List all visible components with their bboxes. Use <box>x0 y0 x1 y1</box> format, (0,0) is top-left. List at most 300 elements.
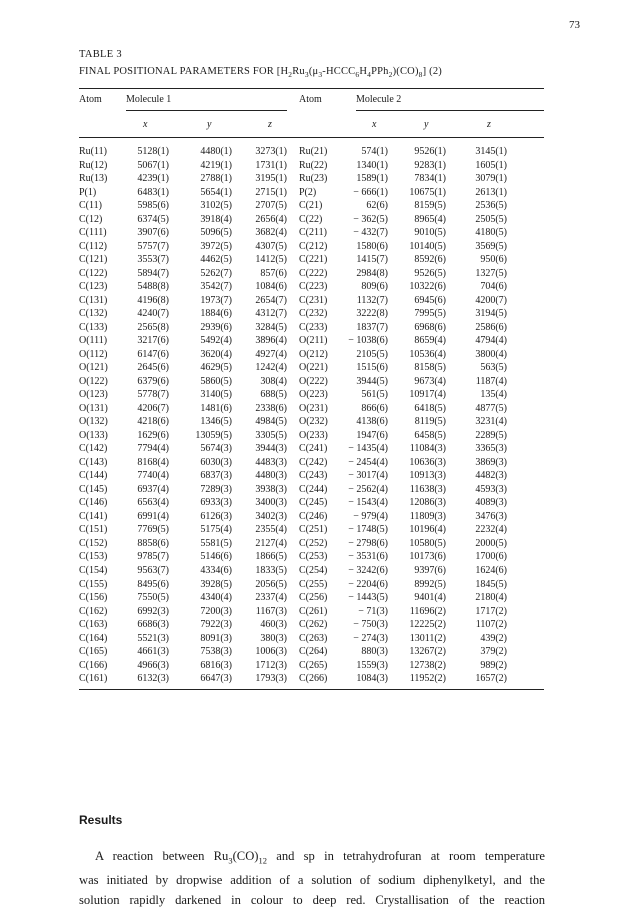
cell-z-1: 3402(3) <box>255 510 287 522</box>
cell-x-2: 1589(1) <box>356 173 388 185</box>
table-row <box>0 402 624 416</box>
cell-x-2: 1515(6) <box>356 362 388 374</box>
cell-x-2: − 750(3) <box>353 619 388 631</box>
cell-y-2: 10322(6) <box>409 281 446 293</box>
cell-atom-1: C(166) <box>79 659 108 671</box>
table-row <box>0 361 624 375</box>
cell-x-1: 5985(6) <box>137 200 169 212</box>
header-atom-1: Atom <box>79 94 102 105</box>
cell-z-2: 3231(4) <box>475 416 507 428</box>
table-row <box>0 307 624 321</box>
cell-y-1: 5096(5) <box>200 227 232 239</box>
cell-x-2: − 666(1) <box>353 186 388 198</box>
cell-x-1: 8168(4) <box>137 456 169 468</box>
table-row <box>0 469 624 483</box>
page-number: 73 <box>569 19 580 31</box>
table-row <box>0 618 624 632</box>
cell-z-1: 308(4) <box>260 375 287 387</box>
cell-atom-1: C(143) <box>79 456 108 468</box>
cell-x-2: − 1748(5) <box>348 524 388 536</box>
cell-z-2: 4089(3) <box>475 497 507 509</box>
cell-atom-2: C(242) <box>299 456 328 468</box>
cell-z-2: 379(2) <box>480 646 507 658</box>
cell-y-1: 5262(7) <box>200 267 232 279</box>
table-row <box>0 172 624 186</box>
table-row <box>0 632 624 646</box>
cell-atom-2: C(262) <box>299 619 328 631</box>
cell-x-2: 866(6) <box>361 402 388 414</box>
cell-y-2: 10173(6) <box>409 551 446 563</box>
cell-x-1: 8858(6) <box>137 537 169 549</box>
table-row <box>0 253 624 267</box>
cell-x-1: 5757(7) <box>137 240 169 252</box>
cell-x-1: 7794(4) <box>137 443 169 455</box>
cell-y-2: 6945(6) <box>414 294 446 306</box>
cell-z-2: 2180(4) <box>475 592 507 604</box>
cell-y-2: 11952(2) <box>409 673 446 685</box>
cell-z-2: 4200(7) <box>475 294 507 306</box>
cell-z-2: 3365(3) <box>475 443 507 455</box>
cell-atom-1: C(112) <box>79 240 107 252</box>
cell-y-1: 13059(5) <box>195 429 232 441</box>
cell-y-1: 3620(4) <box>200 348 232 360</box>
cell-y-2: 9283(1) <box>414 159 446 171</box>
cell-x-1: 6937(4) <box>137 483 169 495</box>
cell-y-1: 2788(1) <box>200 173 232 185</box>
cell-z-1: 4927(4) <box>255 348 287 360</box>
cell-atom-1: C(161) <box>79 673 108 685</box>
cell-x-1: 7740(4) <box>137 470 169 482</box>
cell-x-2: 1132(7) <box>356 294 388 306</box>
table-row <box>0 510 624 524</box>
cell-atom-2: Ru(23) <box>299 173 328 185</box>
table-row <box>0 348 624 362</box>
cell-atom-2: C(255) <box>299 578 328 590</box>
cell-x-1: 4206(7) <box>137 402 169 414</box>
cell-z-2: 1657(2) <box>475 673 507 685</box>
table-row <box>0 672 624 686</box>
header-z-1: z <box>268 119 272 130</box>
cell-z-2: 1327(5) <box>475 267 507 279</box>
cell-x-1: 5894(7) <box>137 267 169 279</box>
header-atom-2: Atom <box>299 94 322 105</box>
table-row <box>0 550 624 564</box>
cell-z-1: 3944(3) <box>255 443 287 455</box>
cell-y-2: 11696(2) <box>409 605 446 617</box>
cell-x-1: 9563(7) <box>137 564 169 576</box>
cell-atom-2: C(264) <box>299 646 328 658</box>
cell-atom-1: O(133) <box>79 429 108 441</box>
cell-x-2: − 362(5) <box>353 213 388 225</box>
cell-x-1: 4966(3) <box>137 659 169 671</box>
table-row <box>0 645 624 659</box>
cell-y-2: 8965(4) <box>414 213 446 225</box>
molecule-2-subrule <box>356 110 544 111</box>
cell-y-1: 6816(3) <box>200 659 232 671</box>
cell-x-2: 1837(7) <box>356 321 388 333</box>
cell-x-2: 1947(6) <box>356 429 388 441</box>
cell-z-2: 1187(4) <box>475 375 507 387</box>
cell-x-2: − 1038(6) <box>348 335 388 347</box>
cell-z-2: 2232(4) <box>475 524 507 536</box>
cell-z-1: 1006(3) <box>255 646 287 658</box>
cell-x-1: 3217(6) <box>137 335 169 347</box>
cell-y-1: 3140(5) <box>200 389 232 401</box>
cell-x-1: 1629(6) <box>137 429 169 441</box>
cell-atom-1: C(163) <box>79 619 108 631</box>
cell-atom-1: C(122) <box>79 267 108 279</box>
cell-atom-1: C(155) <box>79 578 108 590</box>
cell-z-1: 3938(3) <box>255 483 287 495</box>
cell-z-2: 1107(2) <box>475 619 507 631</box>
cell-y-2: 9526(5) <box>414 267 446 279</box>
cell-atom-1: C(146) <box>79 497 108 509</box>
cell-x-2: 880(3) <box>361 646 388 658</box>
cell-atom-2: C(243) <box>299 470 328 482</box>
cell-z-2: 4180(5) <box>475 227 507 239</box>
cell-z-2: 989(2) <box>480 659 507 671</box>
cell-y-2: 10196(4) <box>409 524 446 536</box>
cell-z-2: 3569(5) <box>475 240 507 252</box>
cell-x-2: 574(1) <box>361 146 388 157</box>
table-row <box>0 388 624 402</box>
cell-z-2: 4877(5) <box>475 402 507 414</box>
cell-y-2: 10580(5) <box>409 537 446 549</box>
cell-z-2: 4593(3) <box>475 483 507 495</box>
cell-z-2: 704(6) <box>480 281 507 293</box>
table-row <box>0 429 624 443</box>
cell-x-1: 6374(5) <box>137 213 169 225</box>
cell-y-1: 5674(3) <box>200 443 232 455</box>
cell-atom-2: C(251) <box>299 524 328 536</box>
cell-y-2: 6968(6) <box>414 321 446 333</box>
table-row <box>0 213 624 227</box>
header-y-2: y <box>424 119 429 130</box>
cell-z-1: 2337(4) <box>255 592 287 604</box>
cell-atom-2: C(241) <box>299 443 328 455</box>
cell-x-1: 5067(1) <box>137 159 169 171</box>
cell-atom-1: C(132) <box>79 308 108 320</box>
cell-x-1: 3907(6) <box>137 227 169 239</box>
cell-x-2: 1580(6) <box>356 240 388 252</box>
cell-atom-1: Ru(13) <box>79 173 108 185</box>
cell-atom-2: P(2) <box>299 186 317 198</box>
cell-z-2: 1700(6) <box>475 551 507 563</box>
cell-x-2: − 2798(6) <box>348 537 388 549</box>
cell-x-1: 6132(3) <box>137 673 169 685</box>
cell-y-1: 5581(5) <box>200 537 232 549</box>
cell-z-1: 3273(1) <box>255 146 287 157</box>
cell-x-1: 6992(3) <box>137 605 169 617</box>
cell-atom-1: C(141) <box>79 510 108 522</box>
cell-y-2: 8992(5) <box>414 578 446 590</box>
molecule-1-subrule <box>126 110 287 111</box>
cell-z-1: 1167(3) <box>255 605 287 617</box>
cell-x-2: − 2562(4) <box>348 483 388 495</box>
cell-atom-1: O(122) <box>79 375 108 387</box>
cell-atom-2: Ru(21) <box>299 146 328 157</box>
cell-z-2: 135(4) <box>480 389 507 401</box>
cell-z-2: 1624(6) <box>475 564 507 576</box>
cell-z-2: 3800(4) <box>475 348 507 360</box>
cell-y-2: 11084(3) <box>409 443 446 455</box>
cell-z-1: 2355(4) <box>255 524 287 536</box>
cell-atom-1: P(1) <box>79 186 97 198</box>
cell-y-1: 3972(5) <box>200 240 232 252</box>
table-row <box>0 267 624 281</box>
cell-y-2: 10636(3) <box>409 456 446 468</box>
cell-z-1: 4483(3) <box>255 456 287 468</box>
cell-atom-2: Ru(22) <box>299 159 328 171</box>
table-bottom-rule <box>79 689 544 690</box>
cell-y-1: 3928(5) <box>200 578 232 590</box>
cell-y-1: 1973(7) <box>200 294 232 306</box>
cell-z-2: 950(6) <box>480 254 507 266</box>
cell-atom-2: C(211) <box>299 227 327 239</box>
cell-x-1: 5521(3) <box>137 632 169 644</box>
cell-x-2: − 274(3) <box>353 632 388 644</box>
cell-atom-2: C(263) <box>299 632 328 644</box>
cell-atom-1: C(154) <box>79 564 108 576</box>
cell-z-2: 2505(5) <box>475 213 507 225</box>
cell-x-2: 561(5) <box>361 389 388 401</box>
table-row <box>0 159 624 173</box>
cell-y-1: 7289(3) <box>200 483 232 495</box>
cell-atom-1: C(133) <box>79 321 108 333</box>
table-top-rule <box>79 88 544 89</box>
cell-y-2: 12086(3) <box>409 497 446 509</box>
cell-y-1: 1481(6) <box>200 402 232 414</box>
table-row <box>0 605 624 619</box>
cell-x-2: 62(6) <box>366 200 388 212</box>
header-molecule-1: Molecule 1 <box>126 94 172 105</box>
cell-atom-2: O(231) <box>299 402 328 414</box>
cell-y-2: 10913(3) <box>409 470 446 482</box>
table-row <box>0 240 624 254</box>
cell-x-2: − 3242(6) <box>348 564 388 576</box>
cell-z-2: 3476(3) <box>475 510 507 522</box>
cell-z-1: 4984(5) <box>255 416 287 428</box>
cell-z-1: 2338(6) <box>255 402 287 414</box>
cell-atom-1: C(144) <box>79 470 108 482</box>
header-y-1: y <box>207 119 212 130</box>
cell-atom-2: C(223) <box>299 281 328 293</box>
cell-x-1: 2565(8) <box>137 321 169 333</box>
cell-atom-2: C(222) <box>299 267 328 279</box>
table-row <box>0 442 624 456</box>
cell-z-2: 2586(6) <box>475 321 507 333</box>
cell-y-1: 4480(1) <box>200 146 232 157</box>
cell-z-2: 2000(5) <box>475 537 507 549</box>
table-row <box>0 145 624 159</box>
cell-x-2: − 3531(6) <box>348 551 388 563</box>
cell-atom-1: C(145) <box>79 483 108 495</box>
cell-x-2: 4138(6) <box>356 416 388 428</box>
cell-x-1: 5778(7) <box>137 389 169 401</box>
cell-x-2: 3944(5) <box>356 375 388 387</box>
table-row <box>0 591 624 605</box>
cell-y-1: 4462(5) <box>200 254 232 266</box>
cell-atom-1: Ru(12) <box>79 159 108 171</box>
cell-z-2: 1717(2) <box>475 605 507 617</box>
table-row <box>0 280 624 294</box>
table-row <box>0 483 624 497</box>
cell-x-2: 1084(3) <box>356 673 388 685</box>
cell-z-1: 1084(6) <box>255 281 287 293</box>
cell-y-2: 7995(5) <box>414 308 446 320</box>
cell-atom-2: C(266) <box>299 673 328 685</box>
cell-z-1: 2127(4) <box>255 537 287 549</box>
cell-y-2: 9397(6) <box>414 564 446 576</box>
cell-x-1: 2645(6) <box>137 362 169 374</box>
table-row <box>0 186 624 200</box>
cell-z-1: 4312(7) <box>255 308 287 320</box>
cell-atom-2: C(254) <box>299 564 328 576</box>
cell-x-2: 809(6) <box>361 281 388 293</box>
cell-atom-1: C(156) <box>79 592 108 604</box>
cell-atom-1: C(121) <box>79 254 108 266</box>
cell-y-2: 8159(5) <box>414 200 446 212</box>
cell-z-1: 1712(3) <box>255 659 287 671</box>
cell-y-2: 10675(1) <box>409 186 446 198</box>
cell-atom-2: O(212) <box>299 348 328 360</box>
cell-atom-1: O(121) <box>79 362 108 374</box>
cell-x-1: 5128(1) <box>137 146 169 157</box>
cell-y-1: 4219(1) <box>200 159 232 171</box>
cell-y-2: 8659(4) <box>414 335 446 347</box>
cell-y-1: 8091(3) <box>200 632 232 644</box>
cell-y-1: 1884(6) <box>200 308 232 320</box>
cell-atom-2: O(223) <box>299 389 328 401</box>
cell-y-2: 8158(5) <box>414 362 446 374</box>
cell-y-1: 3102(5) <box>200 200 232 212</box>
cell-x-1: 4218(6) <box>137 416 169 428</box>
table-row <box>0 415 624 429</box>
cell-x-1: 9785(7) <box>137 551 169 563</box>
table-row <box>0 523 624 537</box>
cell-y-2: 13267(2) <box>409 646 446 658</box>
cell-z-1: 4307(5) <box>255 240 287 252</box>
cell-z-2: 3079(1) <box>475 173 507 185</box>
cell-z-2: 563(5) <box>480 362 507 374</box>
cell-z-1: 1242(4) <box>255 362 287 374</box>
cell-atom-2: O(222) <box>299 375 328 387</box>
cell-x-1: 8495(6) <box>137 578 169 590</box>
cell-z-1: 1866(5) <box>255 551 287 563</box>
cell-x-2: 2105(5) <box>356 348 388 360</box>
cell-y-1: 6933(3) <box>200 497 232 509</box>
cell-y-2: 8119(5) <box>414 416 446 428</box>
cell-y-2: 11809(3) <box>409 510 446 522</box>
cell-y-1: 4334(6) <box>200 564 232 576</box>
cell-x-1: 7550(5) <box>137 592 169 604</box>
results-line-1: A reaction between $Ru_3(CO)_{12}$ and sp in tetrahydrofuran at room temperature <box>95 849 545 866</box>
cell-x-2: − 2204(6) <box>348 578 388 590</box>
cell-atom-1: C(162) <box>79 605 108 617</box>
cell-y-1: 7538(3) <box>200 646 232 658</box>
cell-atom-2: C(253) <box>299 551 328 563</box>
cell-y-2: 13011(2) <box>409 632 446 644</box>
results-heading: Results <box>79 813 123 827</box>
cell-z-1: 2656(4) <box>255 213 287 225</box>
cell-z-1: 1793(3) <box>255 673 287 685</box>
table-row <box>0 321 624 335</box>
cell-y-2: 10917(4) <box>409 389 446 401</box>
cell-atom-2: C(21) <box>299 200 323 212</box>
cell-z-2: 3194(5) <box>475 308 507 320</box>
cell-atom-1: C(151) <box>79 524 108 536</box>
table-row <box>0 375 624 389</box>
cell-z-2: 1605(1) <box>475 159 507 171</box>
cell-z-1: 2654(7) <box>255 294 287 306</box>
cell-y-1: 5860(5) <box>200 375 232 387</box>
results-body <box>79 847 545 910</box>
cell-x-1: 6379(6) <box>137 375 169 387</box>
cell-z-1: 1731(1) <box>255 159 287 171</box>
cell-atom-1: C(164) <box>79 632 108 644</box>
cell-x-1: 6563(4) <box>137 497 169 509</box>
cell-z-2: 3145(1) <box>475 146 507 157</box>
cell-x-1: 3553(7) <box>137 254 169 266</box>
cell-y-1: 6030(3) <box>200 456 232 468</box>
cell-atom-2: C(232) <box>299 308 328 320</box>
cell-z-1: 3400(3) <box>255 497 287 509</box>
cell-x-1: 4240(7) <box>137 308 169 320</box>
table-row <box>0 578 624 592</box>
cell-y-2: 11638(3) <box>409 483 446 495</box>
cell-y-1: 5654(1) <box>200 186 232 198</box>
cell-z-1: 2056(5) <box>255 578 287 590</box>
cell-z-2: 439(2) <box>480 632 507 644</box>
cell-atom-1: Ru(11) <box>79 146 107 157</box>
cell-atom-1: C(11) <box>79 200 102 212</box>
cell-z-1: 3682(4) <box>255 227 287 239</box>
results-line-3: solution rapidly darkened in colour to deep red. Crystallisation of the reaction <box>79 892 545 907</box>
cell-y-1: 6837(3) <box>200 470 232 482</box>
table-row <box>0 199 624 213</box>
table-row <box>0 496 624 510</box>
cell-x-2: 3222(8) <box>356 308 388 320</box>
cell-x-1: 7769(5) <box>137 524 169 536</box>
cell-atom-2: O(211) <box>299 335 328 347</box>
cell-atom-2: C(221) <box>299 254 328 266</box>
cell-y-1: 5492(4) <box>200 335 232 347</box>
table-label: TABLE 3 <box>79 49 122 60</box>
cell-atom-2: O(233) <box>299 429 328 441</box>
cell-atom-1: C(111) <box>79 227 107 239</box>
cell-atom-2: C(265) <box>299 659 328 671</box>
cell-x-1: 6991(4) <box>137 510 169 522</box>
cell-z-2: 2289(5) <box>475 429 507 441</box>
cell-x-2: − 3017(4) <box>348 470 388 482</box>
cell-x-2: − 2454(4) <box>348 456 388 468</box>
cell-atom-2: O(221) <box>299 362 328 374</box>
cell-z-2: 2536(5) <box>475 200 507 212</box>
cell-y-2: 12738(2) <box>409 659 446 671</box>
cell-y-1: 5175(4) <box>200 524 232 536</box>
results-line-2: was initiated by dropwise addition of a solution of sodium diphenylketyl, and the <box>79 873 545 888</box>
cell-z-1: 2707(5) <box>255 200 287 212</box>
cell-atom-2: C(246) <box>299 510 328 522</box>
cell-atom-2: C(245) <box>299 497 328 509</box>
cell-y-1: 5146(6) <box>200 551 232 563</box>
table-title: FINAL POSITIONAL PARAMETERS FOR $[H_2Ru_3(\mu_3-HCCC_6H_4PPh_2)(CO)_8]$ (2) <box>79 66 442 80</box>
cell-x-1: 6147(6) <box>137 348 169 360</box>
table-header-rule <box>79 137 544 138</box>
cell-y-1: 3918(4) <box>200 213 232 225</box>
cell-y-1: 6647(3) <box>200 673 232 685</box>
table-row <box>0 564 624 578</box>
